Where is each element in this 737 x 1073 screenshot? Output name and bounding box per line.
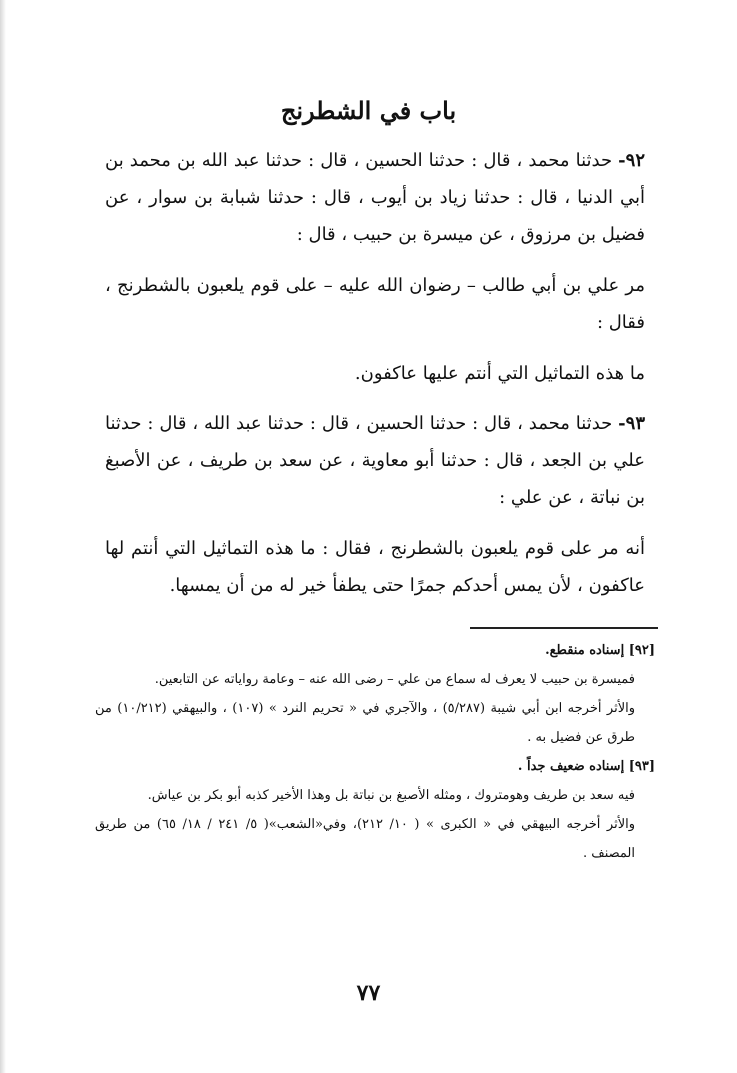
hadith-92-number: ٩٢- — [618, 150, 645, 171]
note-92-grade: إسناده منقطع. — [545, 643, 625, 658]
hadith-92-isnad — [105, 142, 645, 253]
note-92-text-1: فميسرة بن حبيب لا يعرف له سماع من علي – رضى الله عنه – وعامة رواياته عن التابعين. — [154, 672, 635, 687]
hadith-93-isnad-text: حدثنا محمد ، قال : حدثنا الحسين ، قال : حدثنا عبد الله ، قال : حدثنا علي بن الجعد ، قال : حدثنا أبو معاوية ، عن سعد بن طريف ، عن الأصبغ بن نباتة ، عن علي : — [105, 413, 645, 508]
main-text — [105, 142, 645, 604]
note-93-heading — [95, 752, 655, 781]
footnote-divider — [470, 627, 658, 629]
hadith-92-matn-2: ما هذه التماثيل التي أنتم عليها عاكفون. — [354, 363, 645, 384]
chapter-title: باب في الشطرنج — [280, 96, 457, 125]
hadith-92-matn-1: مر علي بن أبي طالب – رضوان الله عليه – على قوم يلعبون بالشطرنج ، فقال : — [105, 275, 645, 333]
hadith-93-isnad — [105, 405, 645, 516]
note-92-text-2: والأثر أخرجه ابن أبي شيبة (٥/٢٨٧) ، والآجري في « تحريم النرد » (١٠٧) ، والبيهقي (١٠/٢١٢) من طرق عن فضيل به . — [95, 701, 635, 745]
note-93-text-1: فيه سعد بن طريف وهومتروك ، ومثله الأصبغ بن نباتة بل وهذا الأخير كذبه أبو بكر بن عياش. — [147, 788, 635, 803]
note-93-text-2: والأثر أخرجه البيهقي في « الكبرى » ( ١٠/ ٢١٢)، وفي«الشعب»( ٥/ ٢٤١ / ١٨/ ٦٥) من طريق المصنف . — [95, 817, 635, 861]
hadith-93-number: ٩٣- — [618, 413, 645, 434]
note-92-heading — [95, 636, 655, 665]
note-93-ref: [٩٣] — [628, 759, 655, 774]
hadith-92-isnad-text: حدثنا محمد ، قال : حدثنا الحسين ، قال : حدثنا عبد الله بن محمد بن أبي الدنيا ، قال : حدثنا زياد بن أيوب ، قال : حدثنا شبابة بن سوار ، عن فضيل بن مرزوق ، عن ميسرة بن حبيب ، قال : — [105, 150, 645, 245]
page-number: ٧٧ — [356, 980, 381, 1006]
note-92-ref: [٩٢] — [628, 643, 655, 658]
footnotes — [95, 636, 655, 868]
note-93-grade: إسناده ضعيف جداً . — [517, 759, 625, 774]
hadith-93-matn: أنه مر على قوم يلعبون بالشطرنج ، فقال : ما هذه التماثيل التي أنتم لها عاكفون ، لأن يمس أحدكم جمرًا حتى يطفأ خير له من أن يمسها. — [105, 538, 645, 596]
